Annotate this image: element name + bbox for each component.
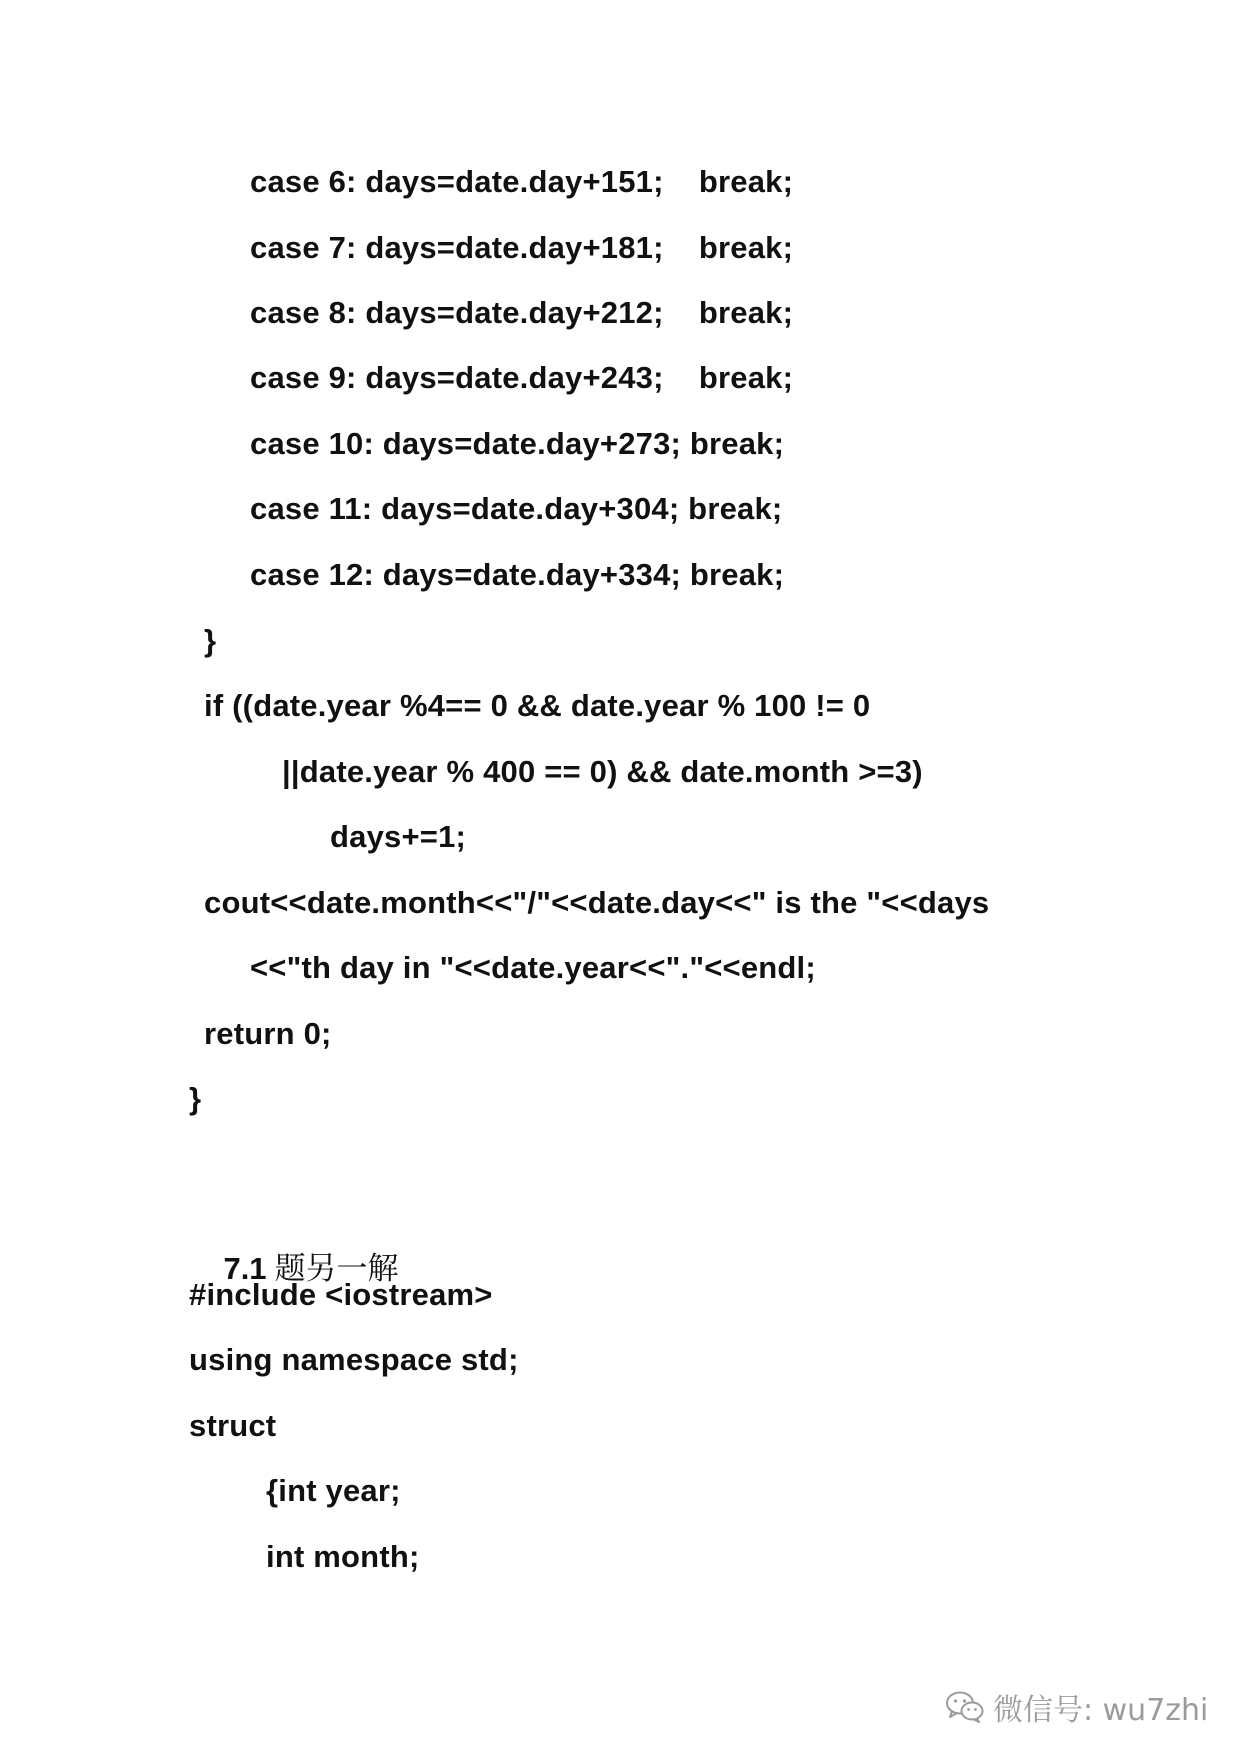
code-line: if ((date.year %4== 0 && date.year % 100 != 0 bbox=[204, 688, 871, 723]
code-line: #include <iostream> bbox=[189, 1277, 493, 1312]
wechat-icon bbox=[945, 1690, 985, 1724]
code-line: int month; bbox=[266, 1539, 420, 1574]
code-line: } bbox=[204, 623, 217, 658]
code-line: case 8: days=date.day+212; break; bbox=[250, 295, 794, 330]
code-line: } bbox=[189, 1081, 202, 1116]
code-line: cout<<date.month<<"/"<<date.day<<" is the "<<days bbox=[204, 885, 990, 920]
code-line: days+=1; bbox=[330, 819, 467, 854]
code-line: case 9: days=date.day+243; break; bbox=[250, 360, 794, 395]
code-line: struct bbox=[189, 1408, 277, 1443]
code-line: <<"th day in "<<date.year<<"."<<endl; bbox=[250, 950, 816, 985]
code-line: case 7: days=date.day+181; break; bbox=[250, 230, 794, 265]
code-line: using namespace std; bbox=[189, 1342, 519, 1377]
watermark bbox=[945, 1685, 1208, 1729]
watermark-text: 微信号: wu7zhi bbox=[993, 1693, 1209, 1728]
code-line: {int year; bbox=[266, 1473, 401, 1508]
section-title: 题另一解 bbox=[274, 1251, 399, 1287]
section-number: 7.1 bbox=[223, 1251, 267, 1286]
code-line: case 12: days=date.day+334; break; bbox=[250, 557, 785, 592]
code-line: case 11: days=date.day+304; break; bbox=[250, 491, 783, 526]
code-line: case 6: days=date.day+151; break; bbox=[250, 164, 794, 199]
code-line: return 0; bbox=[204, 1016, 332, 1051]
code-line: case 10: days=date.day+273; break; bbox=[250, 426, 785, 461]
code-line: ||date.year % 400 == 0) && date.month >=3) bbox=[282, 754, 923, 789]
